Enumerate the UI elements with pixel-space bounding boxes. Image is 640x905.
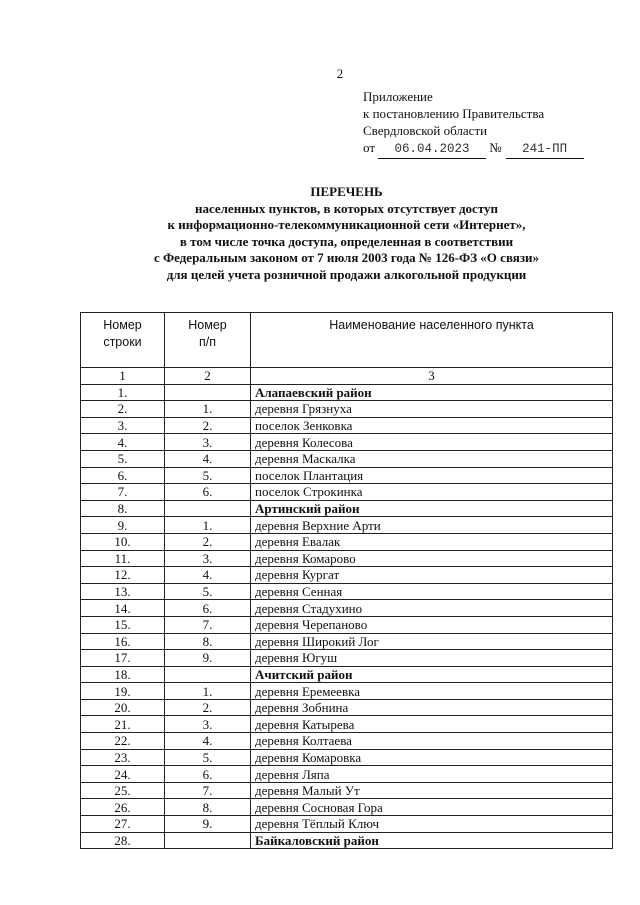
- settlement-name-cell: деревня Евалак: [251, 533, 613, 550]
- settlement-name-cell: деревня Верхние Арти: [251, 517, 613, 534]
- table-row-district: [81, 384, 613, 401]
- item-number-cell: 6.: [165, 600, 251, 617]
- settlement-name-cell: деревня Комарово: [251, 550, 613, 567]
- table-row: [81, 633, 613, 650]
- settlement-name-cell: деревня Кургат: [251, 567, 613, 584]
- table-index-row: [81, 368, 613, 385]
- table-row: [81, 816, 613, 833]
- table-header-row: [81, 313, 613, 368]
- item-number-cell: 1.: [165, 401, 251, 418]
- item-number-cell: 8.: [165, 799, 251, 816]
- row-number-cell: 4.: [81, 434, 165, 451]
- row-number-cell: 8.: [81, 500, 165, 517]
- table-row: [81, 683, 613, 700]
- settlement-name-cell: деревня Югуш: [251, 650, 613, 667]
- row-number-cell: 24.: [81, 766, 165, 783]
- row-number-cell: 6.: [81, 467, 165, 484]
- item-number-cell: [165, 384, 251, 401]
- table-row: [81, 733, 613, 750]
- page-number: 2: [336, 66, 344, 81]
- item-number-cell: 3.: [165, 434, 251, 451]
- settlement-name-cell: Алапаевский район: [251, 384, 613, 401]
- appendix-region: Свердловской области: [363, 123, 488, 138]
- settlement-name-cell: поселок Строкинка: [251, 484, 613, 501]
- row-number-cell: 22.: [81, 733, 165, 750]
- number-sign: №: [489, 140, 502, 155]
- row-number-cell: 5.: [81, 450, 165, 467]
- document-title: [80, 184, 613, 283]
- row-number-cell: 3.: [81, 417, 165, 434]
- header-item-number: Номер п/п: [165, 313, 251, 368]
- row-number-cell: 18.: [81, 666, 165, 683]
- title-line: к информационно-телекоммуникационной сети «Интернет»,: [167, 217, 526, 232]
- row-number-cell: 14.: [81, 600, 165, 617]
- item-number-cell: 3.: [165, 716, 251, 733]
- table-row: [81, 766, 613, 783]
- index-cell: 1: [81, 368, 165, 385]
- item-number-cell: 9.: [165, 650, 251, 667]
- table-row: [81, 716, 613, 733]
- title-heading: ПЕРЕЧЕНЬ: [310, 184, 383, 199]
- row-number-cell: 13.: [81, 583, 165, 600]
- row-number-cell: 15.: [81, 616, 165, 633]
- item-number-cell: 5.: [165, 467, 251, 484]
- header-row-number: Номер строки: [81, 313, 165, 368]
- settlement-name-cell: Байкаловский район: [251, 832, 613, 849]
- item-number-cell: 4.: [165, 567, 251, 584]
- settlement-name-cell: деревня Малый Ут: [251, 782, 613, 799]
- table-row: [81, 782, 613, 799]
- appendix-decree: к постановлению Правительства: [363, 106, 545, 121]
- table-row-district: [81, 832, 613, 849]
- item-number-cell: 4.: [165, 733, 251, 750]
- item-number-cell: 5.: [165, 583, 251, 600]
- date-prefix: от: [363, 140, 376, 155]
- row-number-cell: 21.: [81, 716, 165, 733]
- row-number-cell: 16.: [81, 633, 165, 650]
- item-number-cell: 3.: [165, 550, 251, 567]
- settlement-name-cell: поселок Плантация: [251, 467, 613, 484]
- settlement-name-cell: деревня Колесова: [251, 434, 613, 451]
- settlement-name-cell: деревня Сенная: [251, 583, 613, 600]
- settlement-name-cell: деревня Зобнина: [251, 699, 613, 716]
- table-row: [81, 517, 613, 534]
- settlement-name-cell: деревня Стадухино: [251, 600, 613, 617]
- settlement-name-cell: деревня Катырева: [251, 716, 613, 733]
- item-number-cell: [165, 666, 251, 683]
- item-number-cell: 7.: [165, 616, 251, 633]
- settlement-name-cell: деревня Сосновая Гора: [251, 799, 613, 816]
- item-number-cell: [165, 500, 251, 517]
- table-row: [81, 567, 613, 584]
- item-number-cell: 6.: [165, 484, 251, 501]
- table-row: [81, 417, 613, 434]
- settlements-table: [80, 312, 613, 849]
- item-number-cell: 5.: [165, 749, 251, 766]
- item-number-cell: [165, 832, 251, 849]
- item-number-cell: 2.: [165, 533, 251, 550]
- index-cell: 2: [165, 368, 251, 385]
- settlement-name-cell: деревня Тёплый Ключ: [251, 816, 613, 833]
- settlement-name-cell: деревня Грязнуха: [251, 401, 613, 418]
- row-number-cell: 23.: [81, 749, 165, 766]
- row-number-cell: 28.: [81, 832, 165, 849]
- table-row: [81, 699, 613, 716]
- title-line: населенных пунктов, в которых отсутствует доступ: [194, 200, 499, 216]
- appendix-block: [363, 88, 584, 159]
- row-number-cell: 2.: [81, 401, 165, 418]
- appendix-date-line: [363, 139, 584, 159]
- row-number-cell: 11.: [81, 550, 165, 567]
- appendix-title: Приложение: [363, 89, 433, 104]
- settlement-name-cell: деревня Колтаева: [251, 733, 613, 750]
- item-number-cell: 7.: [165, 782, 251, 799]
- table-row: [81, 550, 613, 567]
- decree-date: 06.04.2023: [378, 141, 486, 159]
- row-number-cell: 10.: [81, 533, 165, 550]
- row-number-cell: 19.: [81, 683, 165, 700]
- row-number-cell: 1.: [81, 384, 165, 401]
- table-row: [81, 401, 613, 418]
- item-number-cell: 1.: [165, 683, 251, 700]
- table-row: [81, 799, 613, 816]
- settlement-name-cell: Ачитский район: [251, 666, 613, 683]
- row-number-cell: 7.: [81, 484, 165, 501]
- item-number-cell: 2.: [165, 417, 251, 434]
- table-row: [81, 583, 613, 600]
- settlement-name-cell: деревня Черепаново: [251, 616, 613, 633]
- table-row: [81, 616, 613, 633]
- item-number-cell: 4.: [165, 450, 251, 467]
- item-number-cell: 1.: [165, 517, 251, 534]
- settlement-name-cell: деревня Широкий Лог: [251, 633, 613, 650]
- title-line: в том числе точка доступа, определенная в соответствии: [179, 233, 514, 249]
- settlement-name-cell: поселок Зенковка: [251, 417, 613, 434]
- settlement-name-cell: деревня Комаровка: [251, 749, 613, 766]
- table-row: [81, 484, 613, 501]
- table-row: [81, 450, 613, 467]
- settlement-name-cell: Артинский район: [251, 500, 613, 517]
- settlement-name-cell: деревня Маскалка: [251, 450, 613, 467]
- table-row: [81, 749, 613, 766]
- row-number-cell: 12.: [81, 567, 165, 584]
- row-number-cell: 25.: [81, 782, 165, 799]
- item-number-cell: 8.: [165, 633, 251, 650]
- row-number-cell: 27.: [81, 816, 165, 833]
- header-settlement-name: Наименование населенного пункта: [251, 313, 613, 368]
- table-row-district: [81, 666, 613, 683]
- row-number-cell: 17.: [81, 650, 165, 667]
- table-row-district: [81, 500, 613, 517]
- settlement-name-cell: деревня Еремеевка: [251, 683, 613, 700]
- row-number-cell: 20.: [81, 699, 165, 716]
- table-row: [81, 467, 613, 484]
- item-number-cell: 6.: [165, 766, 251, 783]
- table-row: [81, 600, 613, 617]
- title-line: для целей учета розничной продажи алкогольной продукции: [166, 266, 527, 282]
- table-row: [81, 434, 613, 451]
- row-number-cell: 9.: [81, 517, 165, 534]
- table-row: [81, 650, 613, 667]
- item-number-cell: 2.: [165, 699, 251, 716]
- settlement-name-cell: деревня Ляпа: [251, 766, 613, 783]
- table-row: [81, 533, 613, 550]
- title-line: с Федеральным законом от 7 июля 2003 года № 126-ФЗ «О связи»: [153, 250, 540, 265]
- index-cell: 3: [251, 368, 613, 385]
- decree-number: 241-ПП: [506, 141, 584, 159]
- row-number-cell: 26.: [81, 799, 165, 816]
- item-number-cell: 9.: [165, 816, 251, 833]
